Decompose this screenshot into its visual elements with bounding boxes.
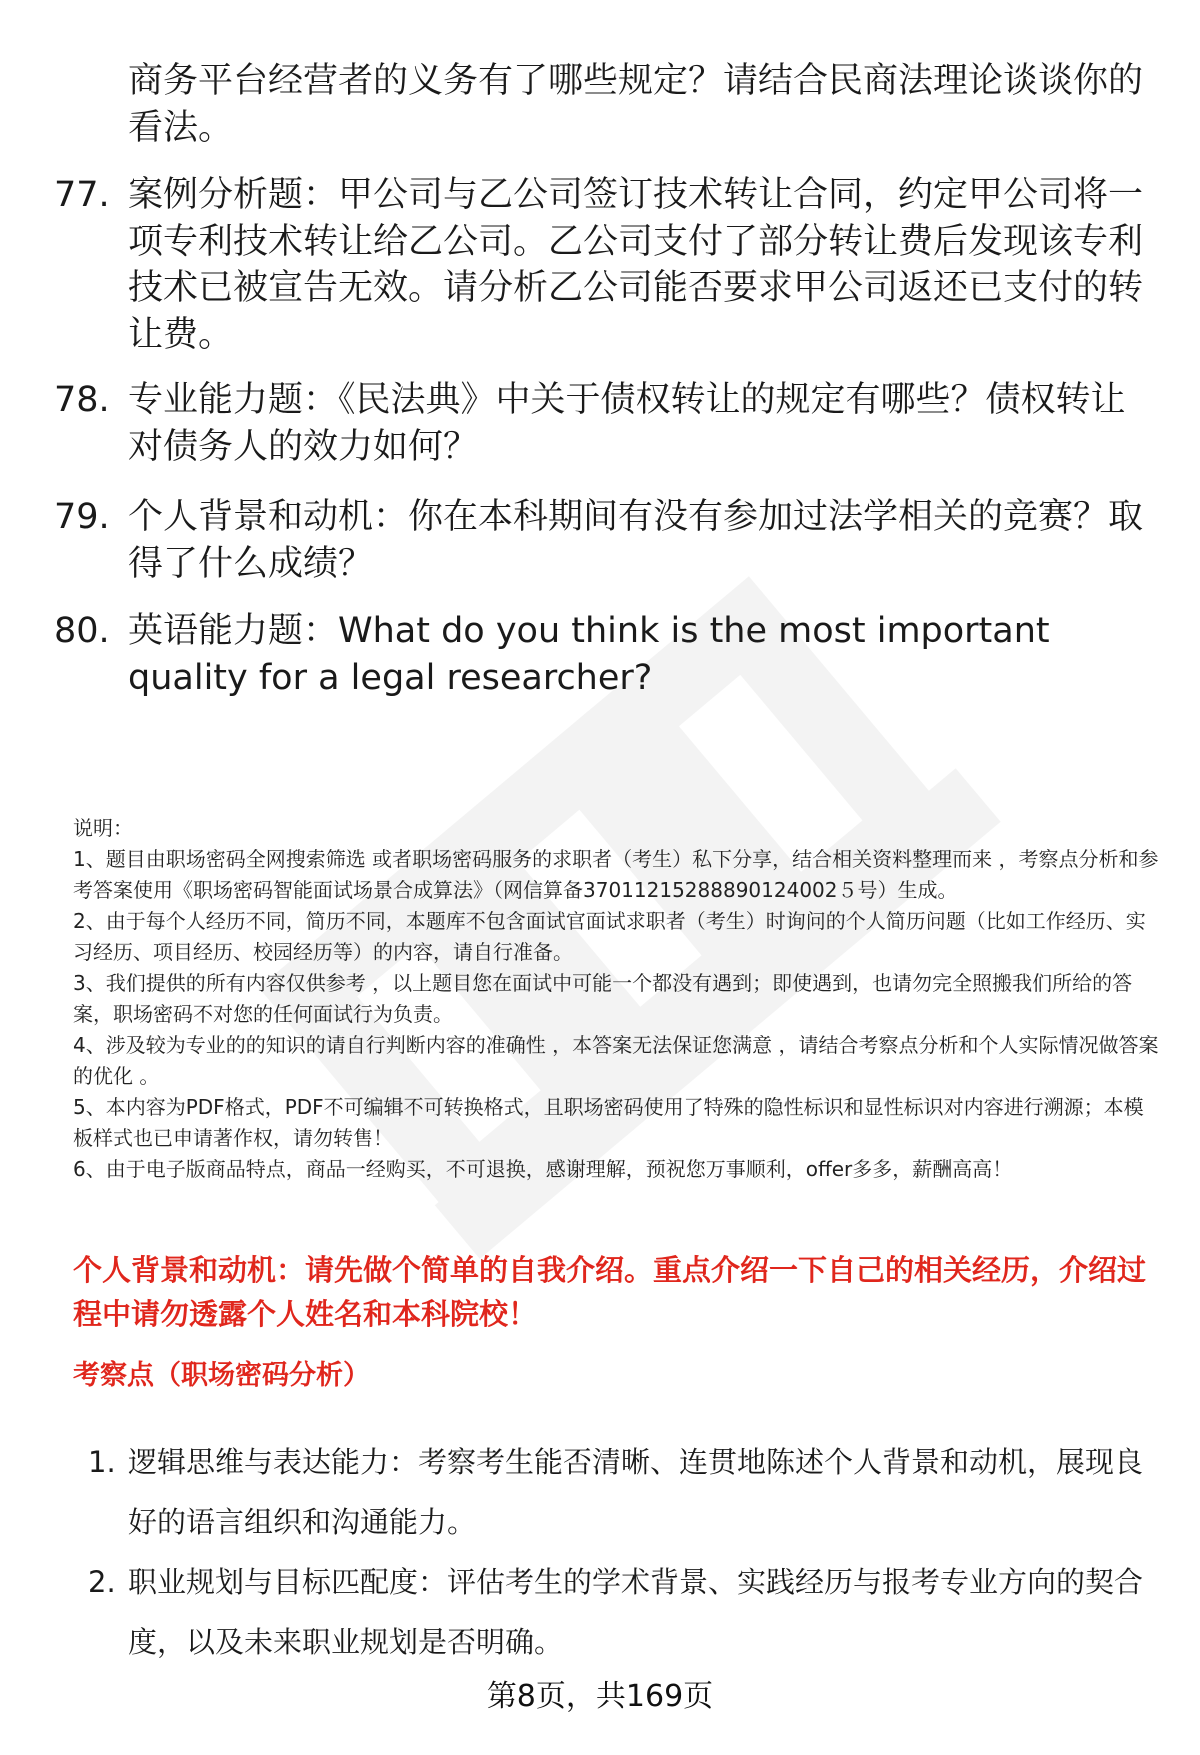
question-number: 79. — [54, 497, 110, 537]
analysis-heading: 考察点（职场密码分析） — [73, 1360, 370, 1391]
question-text: 个人背景和动机：你在本科期间有没有参加过法学相关的竞赛？取得了什么成绩？ — [128, 497, 1144, 584]
notes-section — [73, 813, 1163, 1185]
question-continuation: 商务平台经营者的义务有了哪些规定？请结合民商法理论谈谈你的看法。 — [128, 61, 1144, 148]
page-footer: 第8页，共169页 — [486, 1679, 714, 1714]
list-item-number: 2. — [88, 1565, 116, 1599]
analysis-list — [0, 1432, 1200, 1672]
question-number: 78. — [54, 380, 110, 420]
note-item: 1、题目由职场密码全网搜索筛选 或者职场密码服务的求职者（考生）私下分享，结合相关资料整理而来 ，考察点分析和参考答案使用《职场密码智能面试场景合成算法》（网信算备37011215288890124002５号）生成。 — [73, 847, 1159, 902]
list-item — [0, 1432, 1200, 1552]
question-number: 80. — [54, 611, 110, 651]
list-item — [0, 1552, 1200, 1672]
question-text: 英语能力题：What do you think is the most important quality for a legal researcher? — [128, 611, 1050, 698]
question-text: 专业能力题：《民法典》中关于债权转让的规定有哪些？债权转让对债务人的效力如何？ — [128, 380, 1126, 467]
question-number: 77. — [54, 175, 110, 215]
note-item: 2、由于每个人经历不同，简历不同，本题库不包含面试官面试求职者（考生）时询问的个人简历问题（比如工作经历、实习经历、项目经历、校园经历等）的内容，请自行准备。 — [73, 909, 1146, 964]
note-item: 5、本内容为PDF格式，PDF不可编辑不可转换格式，且职场密码使用了特殊的隐性标识和显性标识对内容进行溯源；本模板样式也已申请著作权，请勿转售！ — [73, 1095, 1144, 1150]
list-item-text: 逻辑思维与表达能力：考察考生能否清晰、连贯地陈述个人背景和动机，展现良好的语言组织和沟通能力。 — [128, 1445, 1144, 1539]
note-item: 6、由于电子版商品特点，商品一经购买，不可退换，感谢理解，预祝您万事顺利，offer多多，薪酬高高！ — [73, 1157, 1013, 1181]
notes-title: 说明： — [73, 816, 133, 840]
note-item: 4、涉及较为专业的的知识的请自行判断内容的准确性 ，本答案无法保证您满意 ，请结合考察点分析和个人实际情况做答案的优化 。 — [73, 1033, 1159, 1088]
list-item-number: 1. — [88, 1445, 116, 1479]
list-item-text: 职业规划与目标匹配度：评估考生的学术背景、实践经历与报考专业方向的契合度，以及未来职业规划是否明确。 — [128, 1565, 1144, 1659]
question-text: 案例分析题：甲公司与乙公司签订技术转让合同，约定甲公司将一项专利技术转让给乙公司。乙公司支付了部分转让费后发现该专利技术已被宣告无效。请分析乙公司能否要求甲公司返还已支付的转让费。 — [128, 175, 1144, 355]
note-item: 3、我们提供的所有内容仅供参考 ，以上题目您在面试中可能一个都没有遇到；即使遇到，也请勿完全照搬我们所给的答案，职场密码不对您的任何面试行为负责。 — [73, 971, 1133, 1026]
featured-question: 个人背景和动机：请先做个简单的自我介绍。重点介绍一下自己的相关经历，介绍过程中请勿透露个人姓名和本科院校！ — [73, 1253, 1147, 1331]
